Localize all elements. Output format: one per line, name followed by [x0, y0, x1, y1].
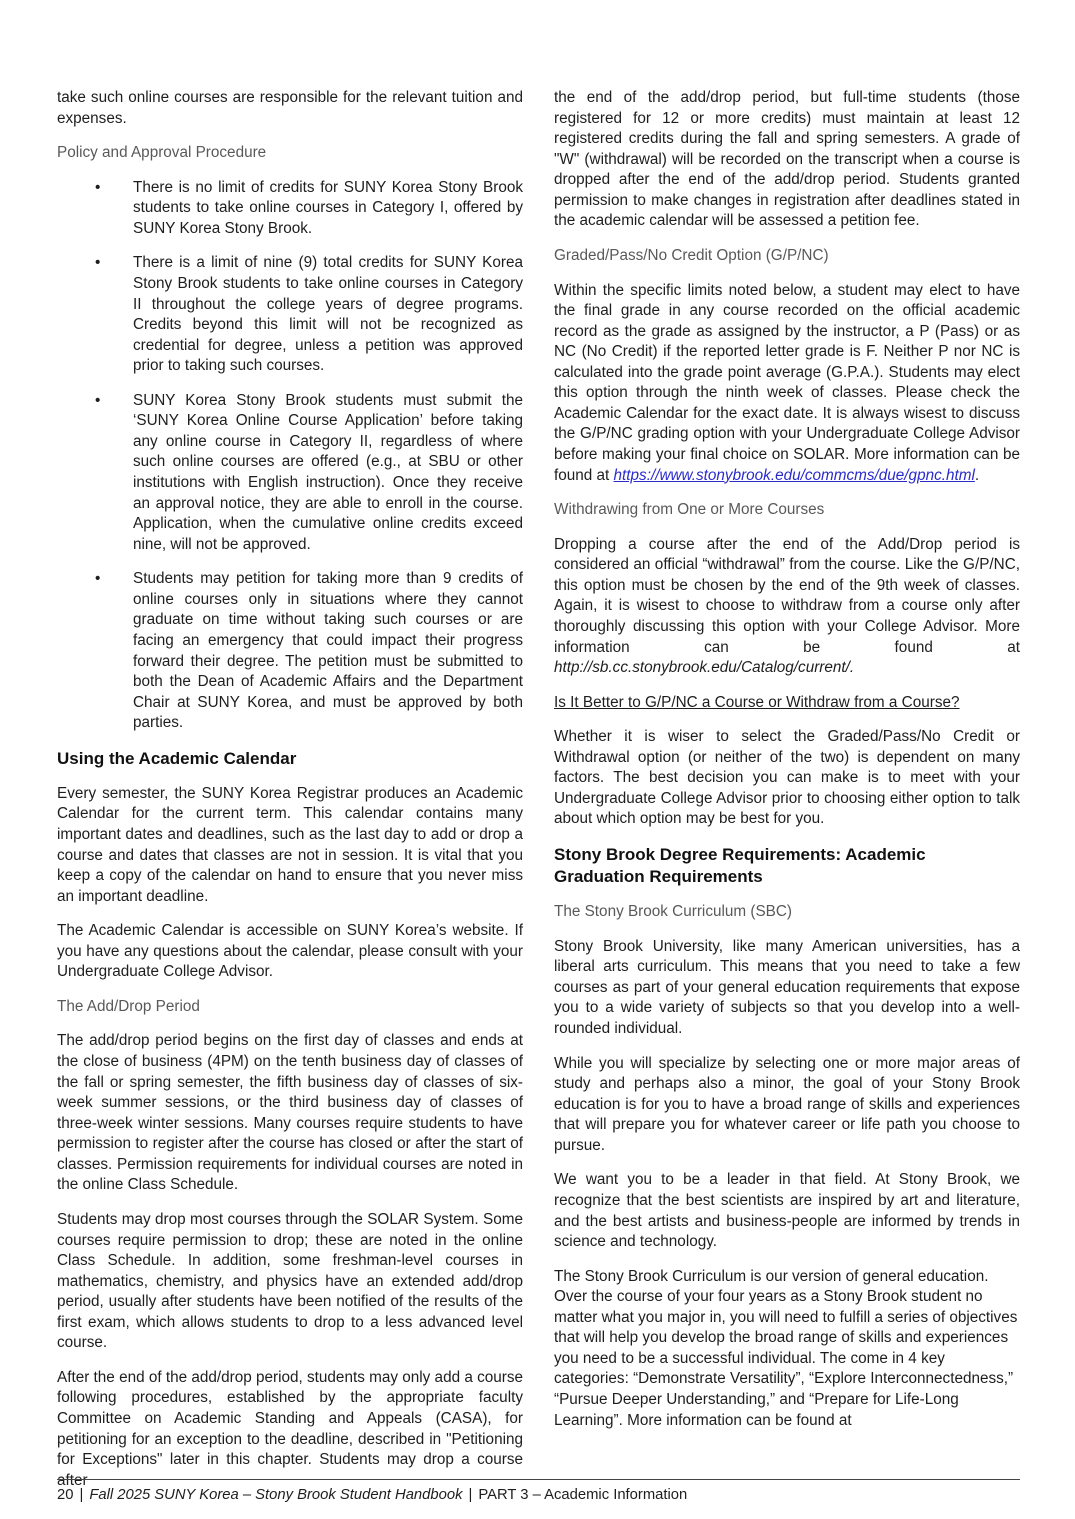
sbc-paragraph-3: We want you to be a leader in that field. At Stony Brook, we recognize that the best scientists are inspired by art and literature, and the best artists and business-people are informed by trends in science and technology. — [554, 1171, 1020, 1251]
add-drop-paragraph-1: The add/drop period begins on the first day of classes and ends at the close of business (4PM) on the tenth business day of classes of the fall or spring semester, the fifth business day of classes of six-week summer sessions, or the third business day of classes of three-week winter sessions. Many courses require students to have permission to register after the course has closed or after the start of classes. Permission requirements for individual courses are noted in the online Class Schedule. — [57, 1032, 523, 1194]
bullet-text: There is a limit of nine (9) total credits for SUNY Korea Stony Brook students to take online courses in Category II throughout the college years of degree programs. Credits beyond this limit will not be recognized as credential for degree, unless a petition was approved prior to taking such courses. — [133, 254, 523, 375]
carryover-paragraph-left: take such online courses are responsible for the relevant tuition and expenses. — [57, 89, 523, 127]
footer-page-number: 20 — [57, 1487, 74, 1503]
footer-divider-1: | — [79, 1487, 84, 1503]
bullet-icon: • — [95, 570, 101, 588]
gpnc-option-heading: Graded/Pass/No Credit Option (G/P/NC) — [554, 246, 829, 264]
calendar-paragraph-2: The Academic Calendar is accessible on SUNY Korea’s website. If you have any questions about the calendar, please consult with your Undergraduate College Advisor. — [57, 922, 523, 981]
gpnc-paragraph-tail: . — [974, 466, 980, 484]
page-footer — [57, 1479, 1020, 1506]
bullet-icon: • — [95, 178, 101, 196]
gpnc-paragraph — [554, 281, 1020, 487]
bullet-icon: • — [95, 391, 101, 409]
bullet-text: There is no limit of credits for SUNY Korea Stony Brook students to take online courses in Category I, offered by SUNY Korea Stony Brook. — [133, 178, 523, 237]
gpnc-paragraph-text: Within the specific limits noted below, a student may elect to have the final grade in any course recorded on the official academic record as the grade as assigned by the instructor, a P (Pass) or as NC (No Credit) if the reported letter grade is F. Neither P nor NC is calculated into the grade point average (G.P.A.). Students may elect this option through the ninth week of classes. Please check the Academic Calendar for the exact date. It is always wisest to discuss the G/P/NC grading option with your Undergraduate College Advisor before making your final choice on SOLAR. More information can be found at — [554, 281, 1020, 484]
gpnc-hyperlink[interactable]: https://www.stonybrook.edu/commcms/due/gpnc.html — [613, 466, 975, 484]
left-column — [57, 88, 523, 1505]
right-column — [554, 88, 1020, 1505]
footer-part-label: PART 3 – Academic Information — [478, 1487, 688, 1503]
bullet-text: Students may petition for taking more than 9 credits of online courses only in situations where they cannot graduate on time without taking such courses or are facing an emergency that could impact their progress forward their degree. The petition must be submitted to both the Dean of Academic Affairs and the Department Chair at SUNY Korea, and must be approved by both parties. — [133, 570, 523, 732]
two-column-layout — [57, 88, 1020, 1505]
add-drop-period-heading: The Add/Drop Period — [57, 997, 200, 1015]
add-drop-paragraph-3: After the end of the add/drop period, students may only add a course following procedures, established by the appropriate faculty Committee on Academic Standing and Appeals (CASA), for petitioning for an exception to the deadline, described in "Petitioning for Exceptions" later in this chapter. Students may drop a course after — [57, 1368, 524, 1489]
sbc-paragraph-4: The Stony Brook Curriculum is our version of general education. Over the course of your four years as a Stony Brook student no matter what you major in, you will need to fulfill a series of objectives that will help you develop the broad range of skills and experiences you need to be a successful individual. The come in 4 key categories: “Demonstrate Versatility”, “Explore Interconnectedness,” “Pursue Deeper Understanding,” and “Prepare for Life-Long Learning”. More information can be found at — [554, 1267, 1018, 1429]
carryover-paragraph-right: the end of the add/drop period, but full-time students (those registered for 12 or more credits) must maintain at least 12 registered credits during the fall and spring semesters. A grade of "W" (withdrawal) will be recorded on the transcript when a course is dropped after the end of the add/drop period. Students granted permission to make changes in registration after deadlines stated in the academic calendar will be assessed a petition fee. — [554, 89, 1020, 230]
footer-divider-2: | — [468, 1487, 473, 1503]
bullet-item-application-required — [57, 391, 523, 556]
bullet-item-no-limit — [57, 178, 523, 240]
bullet-icon: • — [95, 254, 101, 272]
bullet-item-petition — [57, 569, 523, 734]
add-drop-paragraph-2: Students may drop most courses through the SOLAR System. Some courses require permission to drop; these are noted in the online Class Schedule. In addition, some freshman-level courses in mathematics, chemistry, and physics have an extended add/drop period, usually after students have been notified of the results of the first exam, which allows students to drop to a less advanced level course. — [57, 1210, 523, 1352]
withdraw-paragraph-text: Dropping a course after the end of the Add/Drop period is considered an official “withdrawal” from the course. Like the G/P/NC, this option must be chosen by the end of the 9th week of classes. Again, it is wisest to choose to withdraw from a course only after thoroughly discussing this option with your College Advisor. More information can be found at — [554, 535, 1020, 656]
footer-handbook-title: Fall 2025 SUNY Korea – Stony Brook Student Handbook — [89, 1487, 463, 1503]
sbc-paragraph-1: Stony Brook University, like many American universities, has a liberal arts curriculum. This means that you need to take a few courses as part of your general education requirements that expose you to a wide variety of subjects so that you develop into a well-rounded individual. — [554, 937, 1020, 1037]
withdraw-paragraph — [554, 535, 1020, 679]
using-academic-calendar-heading: Using the Academic Calendar — [57, 748, 297, 768]
sbc-paragraph-2: While you will specialize by selecting one or more major areas of study and perhaps also a minor, the goal of your Stony Brook education is for you to have a broad range of skills and experiences that will prepare you for whatever career or life path you choose to pursue. — [554, 1054, 1020, 1154]
better-to-gpnc-paragraph: Whether it is wiser to select the Graded/Pass/No Credit or Withdrawal option (or neither of the two) is dependent on many factors. The best decision you can make is to meet with your Undergraduate College Advisor prior to choosing either option to talk about which option may be best for you. — [554, 728, 1020, 828]
sbc-heading: The Stony Brook Curriculum (SBC) — [554, 903, 793, 921]
catalog-url-text: http://sb.cc.stonybrook.edu/Catalog/current/. — [554, 659, 855, 677]
policy-approval-heading: Policy and Approval Procedure — [57, 144, 267, 162]
degree-requirements-heading: Stony Brook Degree Requirements: Academic Graduation Requirements — [554, 845, 926, 887]
calendar-paragraph-1: Every semester, the SUNY Korea Registrar produces an Academic Calendar for the current term. This calendar contains many important dates and deadlines, such as the last day to add or drop a course and dates that classes are not in session. It is vital that you keep a copy of the calendar on hand to ensure that you never miss an important deadline. — [57, 784, 523, 905]
better-to-gpnc-heading: Is It Better to G/P/NC a Course or Withdraw from a Course? — [554, 693, 960, 711]
bullet-item-nine-credit-limit — [57, 253, 523, 376]
withdrawing-heading: Withdrawing from One or More Courses — [554, 501, 825, 519]
bullet-text: SUNY Korea Stony Brook students must submit the ‘SUNY Korea Online Course Application’ before taking any online course in Category II, regardless of where such online courses are offered (e.g., at SBU or other institutions with English instruction). Once they receive an approval notice, they are able to enroll in the course. Application, when the cumulative online credits exceed nine, will not be approved. — [133, 391, 523, 553]
policy-bullet-list — [57, 178, 523, 734]
